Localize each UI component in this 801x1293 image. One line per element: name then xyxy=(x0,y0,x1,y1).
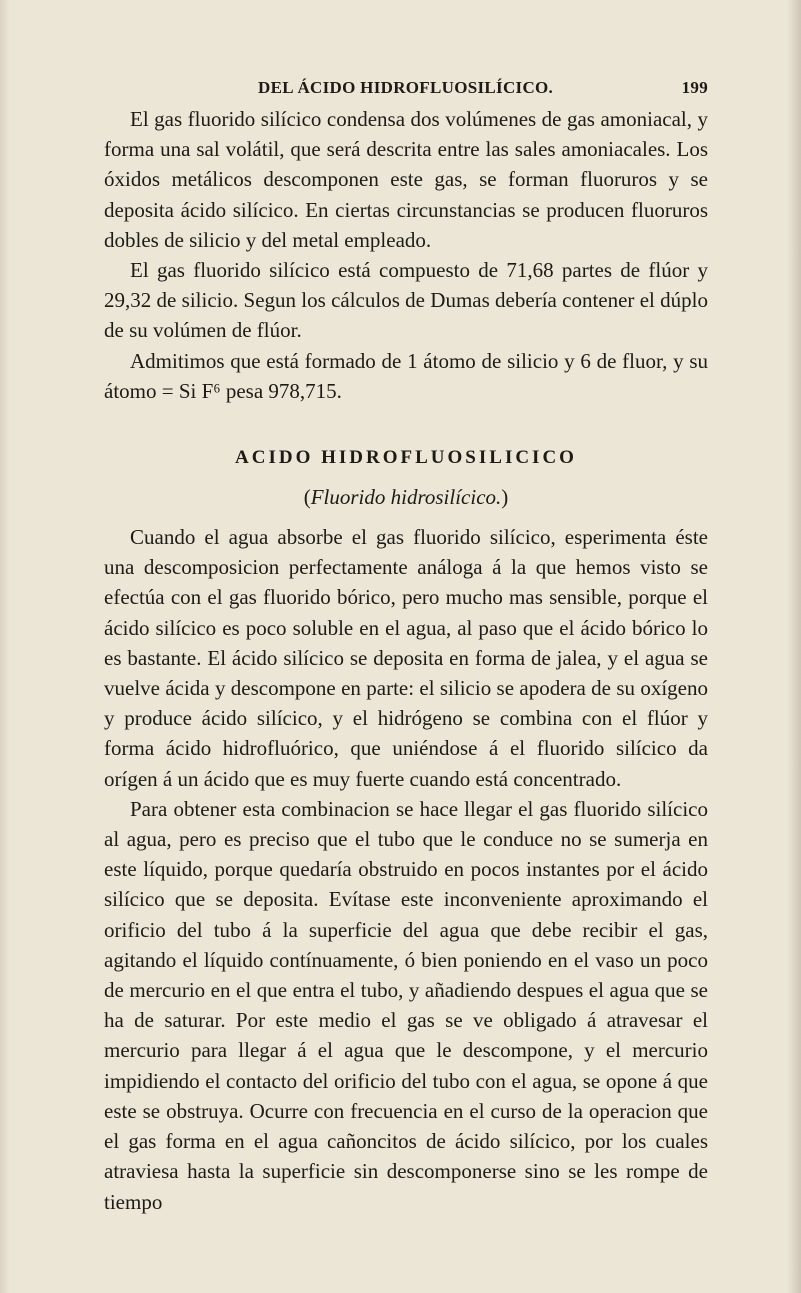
section-heading: ACIDO HIDROFLUOSILICICO xyxy=(235,447,577,469)
paragraph-atom-formula: Admitimos que está formado de 1 átomo de silicio y 6 de fluor, y su átomo = Si F⁶ pesa 978,715. xyxy=(104,348,708,403)
section-subheading-text: Fluorido hidrosilícico. xyxy=(310,485,502,510)
running-head xyxy=(104,78,708,104)
paragraph-gas-condensation: El gas fluorido silícico condensa dos volúmenes de gas amoniacal, y forma una sal volátil, que será descrita entre las sales amoniacales. Los óxidos metálicos descomponen este gas, se forman fluoruros y se deposita ácido silícico. En ciertas circunstancias se producen fluoruros dobles de silicio y del metal empleado. xyxy=(104,107,708,252)
page-edge-shadow xyxy=(787,0,801,1293)
paragraph-composition: El gas fluorido silícico está compuesto de 71,68 partes de flúor y 29,32 de silicio. Segun los cálculos de Dumas debería contener el dúplo de su volúmen de flúor. xyxy=(104,258,708,343)
page-text-block xyxy=(104,78,708,1217)
running-head-title: DEL ÁCIDO HIDROFLUOSILÍCICO. xyxy=(258,78,554,97)
page-gutter-shadow xyxy=(0,0,10,1293)
paragraph-preparation: Para obtener esta combinacion se hace llegar el gas fluorido silícico al agua, pero es preciso que el tubo que le conduce no se sumerja en este líquido, porque quedaría obstruido en pocos instantes por el ácido silícico que se deposita. Evítase este inconveniente aproximando el orificio del tubo á la superficie del agua que debe recibir el gas, agitando el líquido contínuamente, ó bien poniendo en el vaso un poco de mercurio en el que entra el tubo, y añadiendo despues el agua que se ha de saturar. Por este medio el gas se ve obligado á atravesar el mercurio para llegar á el agua que le descompone, y el mercurio impidiendo el contacto del orificio del tubo con el agua, se opone á que este se obstruya. Ocurre con frecuencia en el curso de la operacion que el gas forma en el agua cañoncitos de ácido silícico, por los cuales atraviesa hasta la superficie sin descomponerse sino se les rompe de tiempo xyxy=(104,796,708,1214)
page-number: 199 xyxy=(681,78,708,97)
section-subheading: (Fluorido hidrosilícico.) xyxy=(303,485,509,510)
paragraph-water-absorption: Cuando el agua absorbe el gas fluorido silícico, esperimenta éste una descomposicion perfectamente análoga á la que hemos visto se efectúa con el gas fluorido bórico, pero mucho mas sensible, porque el ácido silícico es poco soluble en el agua, al paso que el ácido bórico lo es bastante. El ácido silícico se deposita en forma de jalea, y el agua se vuelve ácida y descompone en parte: el silicio se apodera de su oxígeno y produce ácido silícico, y el hidrógeno se combina con el flúor y forma ácido hidrofluórico, que uniéndose á el fluorido silícico da orígen á un ácido que es muy fuerte cuando está concentrado. xyxy=(104,525,708,791)
